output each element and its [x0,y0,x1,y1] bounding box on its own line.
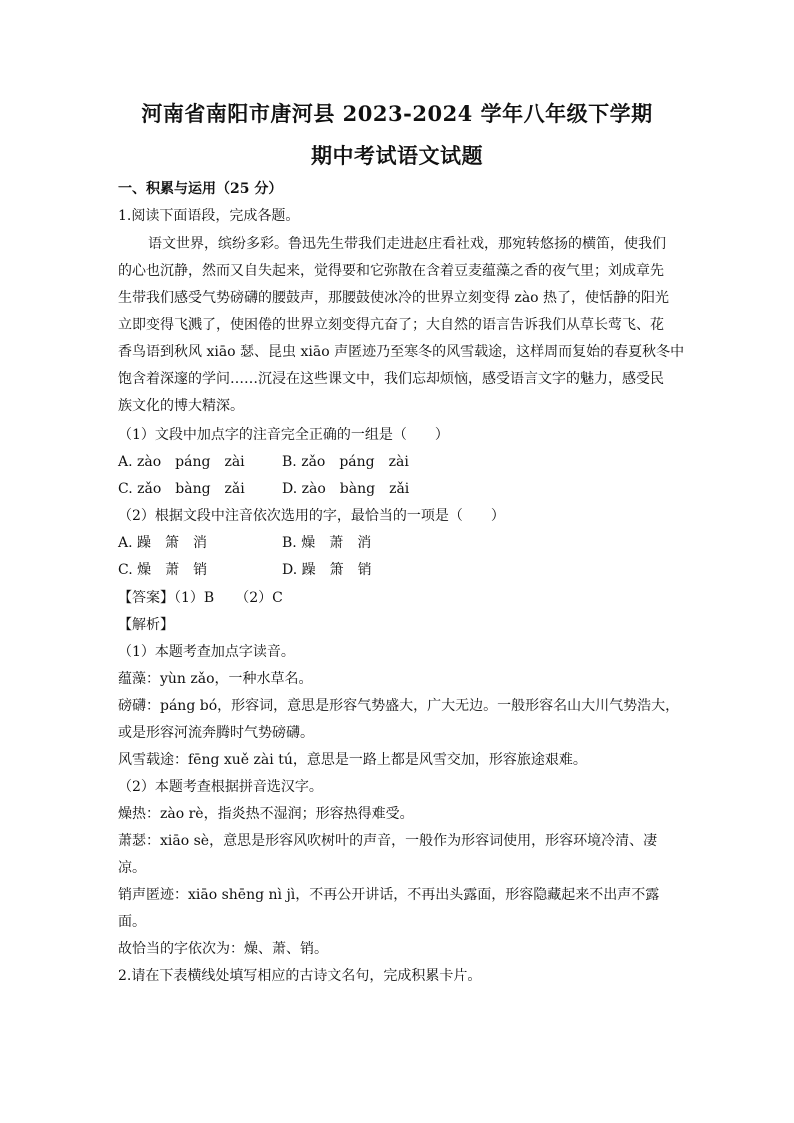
option-c: C. zǎo bàng zǎi [118,481,245,497]
question-2-prompt: 2.请在下表横线处填写相应的古诗文名句，完成积累卡片。 [118,968,482,984]
analysis-line: 或是形容河流奔腾时气势磅礴。 [118,725,314,741]
analysis-line: 面。 [118,914,146,930]
option-b: B. 燥 萧 消 [282,535,372,551]
passage-line: 饱含着深邃的学问……沉浸在这些课文中，我们忘却烦恼，感受语言文字的魅力，感受民 [118,371,664,387]
passage-line: 语文世界，缤纷多彩。鲁迅先生带我们走进赵庄看社戏，那宛转悠扬的横笛，使我们 [148,236,666,252]
analysis-heading: 【解析】 [118,617,174,633]
option-b: B. zǎo páng zài [282,454,409,470]
analysis-line: 燥热：zào rè，指炎热不湿润；形容热得难受。 [118,806,414,822]
option-a: A. zào páng zài [118,454,245,470]
answer-line: 【答案】（1）B （2）C [118,590,283,606]
sub-question-1: （1）文段中加点字的注音完全正确的一组是（ ） [118,427,449,443]
question-1-prompt: 1.阅读下面语段，完成各题。 [118,208,300,224]
analysis-line: 磅礴：páng bó，形容词，意思是形容气势盛大，广大无边。一般形容名山大川气势浩大， [118,698,680,714]
analysis-line: 风雪载途：fēng xuě zài tú，意思是一路上都是风雪交加，形容旅途艰难。 [118,752,587,768]
analysis-line: （2）本题考查根据拼音选汉字。 [118,779,323,795]
analysis-line: 蕴藻：yùn zǎo，一种水草名。 [118,671,313,687]
analysis-line: （1）本题考查加点字读音。 [118,644,295,660]
passage-line: 立即变得飞溅了，使困倦的世界立刻变得亢奋了；大自然的语言告诉我们从草长莺飞、花 [118,317,664,333]
analysis-line: 凉。 [118,860,146,876]
document-subtitle: 期中考试语文试题 [311,143,483,168]
option-a: A. 躁 箫 消 [118,535,208,551]
passage-line: 生带我们感受气势磅礴的腰鼓声，那腰鼓使冰冷的世界立刻变得 zào 热了，使恬静的阳光 [118,290,670,306]
analysis-line: 故恰当的字依次为：燥、萧、销。 [118,941,328,957]
option-d: D. zào bàng zǎi [282,481,410,497]
analysis-line: 销声匿迹：xiāo shēng nì jì，不再公开讲话，不再出头露面，形容隐藏起来不出声不露 [118,887,660,903]
analysis-line: 萧瑟：xiāo sè，意思是形容风吹树叶的声音，一般作为形容词使用，形容环境冷清、凄 [118,833,658,849]
sub-question-2: （2）根据文段中注音依次选用的字，最恰当的一项是（ ） [118,508,505,524]
document-title: 河南省南阳市唐河县 2023-2024 学年八年级下学期 [141,101,653,126]
section-heading: 一、积累与运用（25 分） [118,181,283,197]
passage-line: 的心也沉静，然而又自失起来，觉得要和它弥散在含着豆麦蕴藻之香的夜气里；刘成章先 [118,263,664,279]
option-c: C. 燥 萧 销 [118,562,208,578]
passage-line: 族文化的博大精深。 [118,398,244,414]
option-d: D. 躁 箫 销 [282,562,372,578]
passage-line: 香鸟语到秋风 xiāo 瑟、昆虫 xiāo 声匿迹乃至寒冬的风雪载途，这样周而复始的春夏秋冬中 [118,344,685,360]
